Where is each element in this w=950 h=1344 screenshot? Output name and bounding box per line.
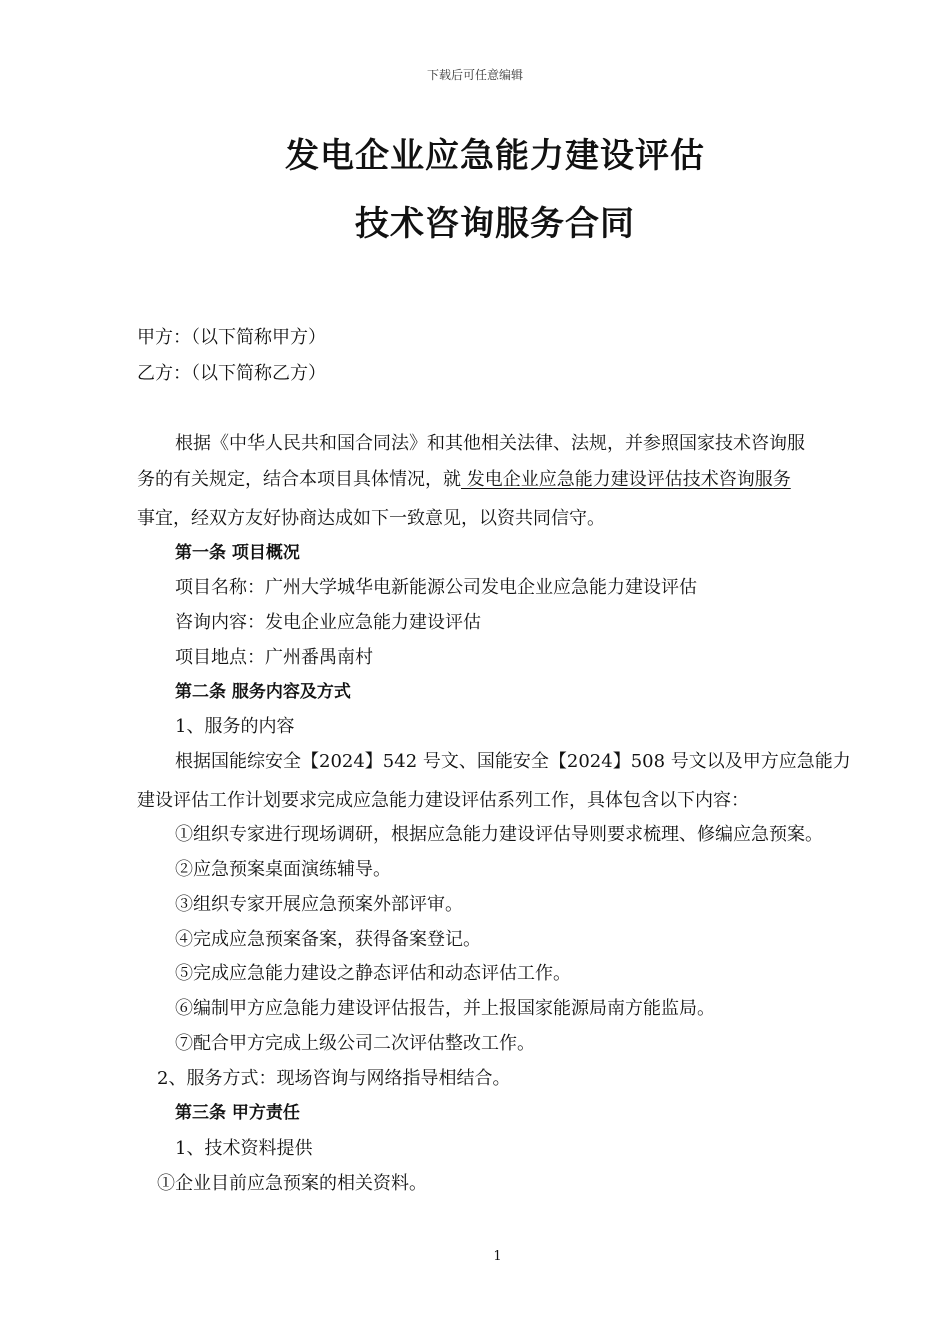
service-item-2: ②应急预案桌面演练辅导。 [175,859,391,880]
service-item-6: ⑥编制甲方应急能力建设评估报告，并上报国家能源局南方能监局。 [175,998,715,1019]
project-name-line: 项目名称：广州大学城华电新能源公司发电企业应急能力建设评估 [175,577,697,598]
service-item-5: ⑤完成应急能力建设之静态评估和动态评估工作。 [175,963,571,984]
document-title-line2: 技术咨询服务合同 [355,204,635,244]
party-a-line: 甲方：（以下简称甲方） [137,327,326,348]
header-note: 下载后可任意编辑 [426,68,523,82]
document-title-line1: 发电企业应急能力建设评估 [285,136,705,176]
intro-line2-prefix: 务的有关规定，结合本项目具体情况，就 [137,469,461,490]
intro-line1: 根据《中华人民共和国合同法》和其他相关法律、法规，并参照国家技术咨询服 [175,433,805,454]
party-b-line: 乙方：（以下简称乙方） [137,363,326,384]
tech-data-item-1: ①企业目前应急预案的相关资料。 [157,1173,427,1194]
article1-heading: 第一条 项目概况 [175,543,300,563]
service-item-4: ④完成应急预案备案，获得备案登记。 [175,929,481,950]
article3-heading: 第三条 甲方责任 [175,1103,300,1123]
article2-heading: 第二条 服务内容及方式 [175,682,351,702]
service-method-line: 2、服务方式：现场咨询与网络指导相结合。 [157,1068,511,1089]
consult-content-line: 咨询内容：发电企业应急能力建设评估 [175,612,481,633]
service-para-line1: 根据国能综安全【2024】542 号文、国能安全【2024】508 号文以及甲方应急能力 [175,751,851,772]
tech-data-subheading: 1、技术资料提供 [175,1138,313,1159]
service-para-line2: 建设评估工作计划要求完成应急能力建设评估系列工作，具体包含以下内容： [137,790,749,811]
project-location-line: 项目地点：广州番禺南村 [175,647,373,668]
service-item-7: ⑦配合甲方完成上级公司二次评估整改工作。 [175,1033,535,1054]
service-name-underlined: 发电企业应急能力建设评估技术咨询服务 [461,469,791,490]
page-number: 1 [493,1249,502,1264]
service-item-1: ①组织专家进行现场调研，根据应急能力建设评估导则要求梳理、修编应急预案。 [175,824,823,845]
intro-line2 [137,468,867,492]
service-item-3: ③组织专家开展应急预案外部评审。 [175,894,463,915]
service-content-subheading: 1、服务的内容 [175,716,295,737]
intro-line3: 事宜，经双方友好协商达成如下一致意见，以资共同信守。 [137,508,605,529]
